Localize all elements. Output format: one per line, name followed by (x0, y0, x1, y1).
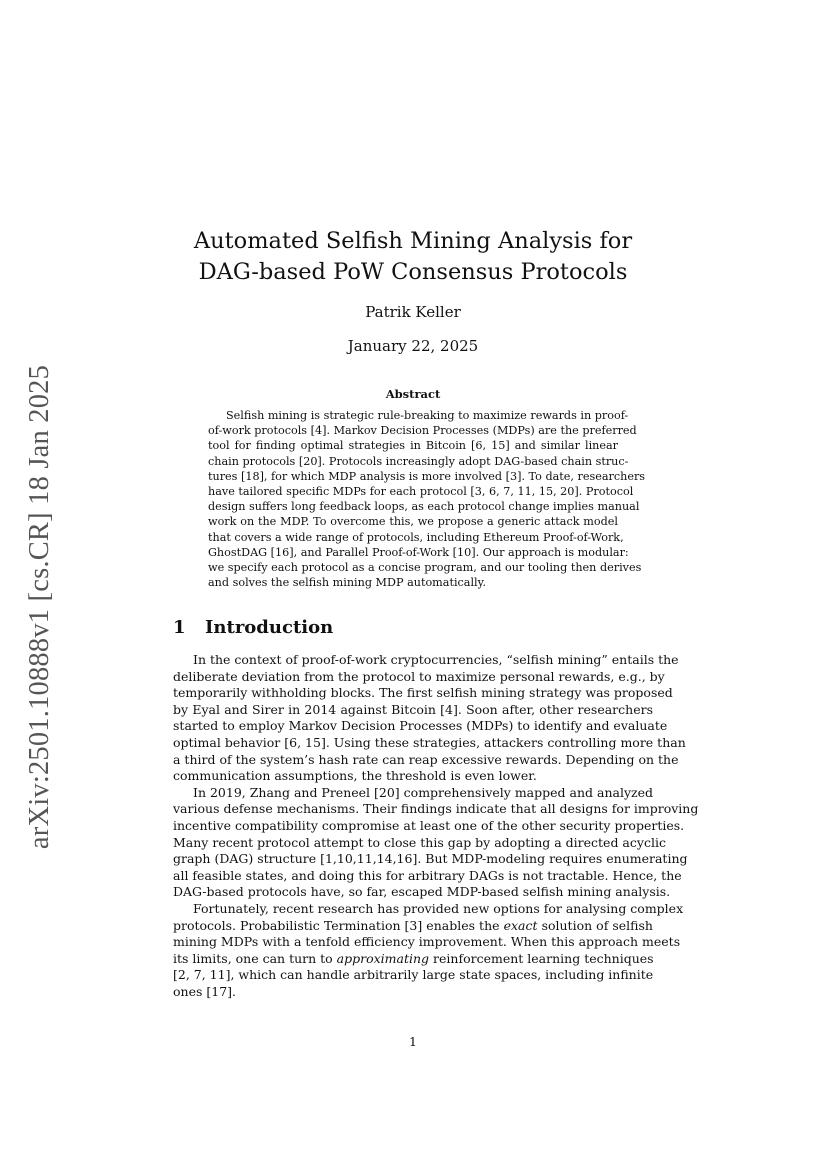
body-line: In the context of proof-of-work cryptocurrencies, “selfish mining” entails the (193, 652, 679, 667)
paper-title-line-2: DAG-based PoW Consensus Protocols (198, 259, 628, 285)
body-line: by Eyal and Sirer in 2014 against Bitcoin [4]. Soon after, other researchers (173, 701, 653, 717)
body-line (173, 918, 653, 935)
arxiv-identifier-text: arXiv:2501.10888v1 [cs.CR] 18 Jan 2025 (24, 364, 56, 850)
abstract-line: work on the MDP. To overcome this, we propose a generic attack model (208, 515, 618, 529)
abstract-line: GhostDAG [16], and Parallel Proof-of-Work [10]. Our approach is modular: (208, 545, 629, 559)
body-line: various defense mechanisms. Their findings indicate that all designs for improving (173, 801, 699, 817)
publication-date: January 22, 2025 (347, 337, 479, 355)
body-line: In 2019, Zhang and Preneel [20] comprehensively mapped and analyzed (193, 784, 653, 800)
abstract-line: and solves the selfish mining MDP automatically. (208, 576, 487, 590)
section-heading-introduction (173, 617, 333, 638)
body-line: a third of the system’s hash rate can reap excessive rewards. Depending on the (173, 751, 679, 767)
body-line: deliberate deviation from the protocol to maximize personal rewards, e.g., by (173, 668, 665, 684)
body-line-part: protocols. Probabilistic Termination [3] enables the (173, 917, 500, 933)
body-line: incentive compatibility compromise at least one of the other security properties. (173, 817, 685, 833)
section-number: 1 (173, 617, 186, 638)
body-line-part: reinforcement learning techniques (433, 950, 654, 966)
abstract-line: that covers a wide range of protocols, including Ethereum Proof-of-Work, (208, 530, 624, 544)
arxiv-identifier-stamp (18, 364, 62, 850)
body-line: started to employ Markov Decision Processes (MDPs) to identify and evaluate (173, 718, 668, 734)
body-line: graph (DAG) structure [1,10,11,14,16]. But MDP-modeling requires enumerating (173, 851, 688, 867)
section-title: Introduction (205, 617, 334, 638)
body-line-part: its limits, one can turn to (173, 950, 333, 966)
body-line-part: solution of selfish (541, 917, 653, 933)
body-line: DAG-based protocols have, so far, escaped MDP-based selfish mining analysis. (173, 884, 671, 900)
abstract-heading: Abstract (385, 387, 441, 401)
paper-title (173, 226, 653, 288)
body-line: Fortunately, recent research has provided new options for analysing complex (193, 900, 684, 916)
body-line: ones [17]. (173, 983, 236, 999)
abstract-line: design suffers long feedback loops, as each protocol change implies manual (208, 500, 640, 514)
abstract-line: tures [18], for which MDP analysis is more involved [3]. To date, researchers (208, 469, 646, 483)
page-number: 1 (409, 1034, 417, 1049)
body-line: mining MDPs with a tenfold efficiency improvement. When this approach meets (173, 934, 681, 950)
abstract-line: we specify each protocol as a concise program, and our tooling then derives (208, 561, 642, 575)
abstract-body (208, 408, 646, 590)
body-line: Many recent protocol attempt to close this gap by adopting a directed acyclic (173, 834, 666, 850)
body-line: optimal behavior [6, 15]. Using these strategies, attackers controlling more than (173, 734, 686, 750)
introduction-body (173, 652, 699, 1000)
body-line: all feasible states, and doing this for arbitrary DAGs is not tractable. Hence, the (173, 867, 682, 883)
body-line (173, 951, 653, 968)
abstract-line: have tailored specific MDPs for each protocol [3, 6, 7, 11, 15, 20]. Protocol (208, 485, 634, 499)
body-line: [2, 7, 11], which can handle arbitrarily large state spaces, including infinite (173, 967, 654, 983)
emphasis-approximating: approximating (336, 950, 430, 966)
author-name: Patrik Keller (365, 303, 461, 321)
body-line: communication assumptions, the threshold is even lower. (173, 768, 537, 784)
abstract-line: chain protocols [20]. Protocols increasingly adopt DAG-based chain struc- (208, 454, 629, 468)
abstract-line: of-work protocols [4]. Markov Decision Processes (MDPs) are the preferred (208, 424, 637, 438)
body-line: temporarily withholding blocks. The first selfish mining strategy was proposed (173, 685, 673, 701)
paper-title-line-1: Automated Selfish Mining Analysis for (193, 228, 633, 254)
abstract-line: Selfish mining is strategic rule-breaking to maximize rewards in proof- (226, 409, 629, 422)
abstract-line: tool for finding optimal strategies in Bitcoin [6, 15] and similar linear (208, 439, 618, 453)
emphasis-exact: exact (503, 917, 538, 933)
